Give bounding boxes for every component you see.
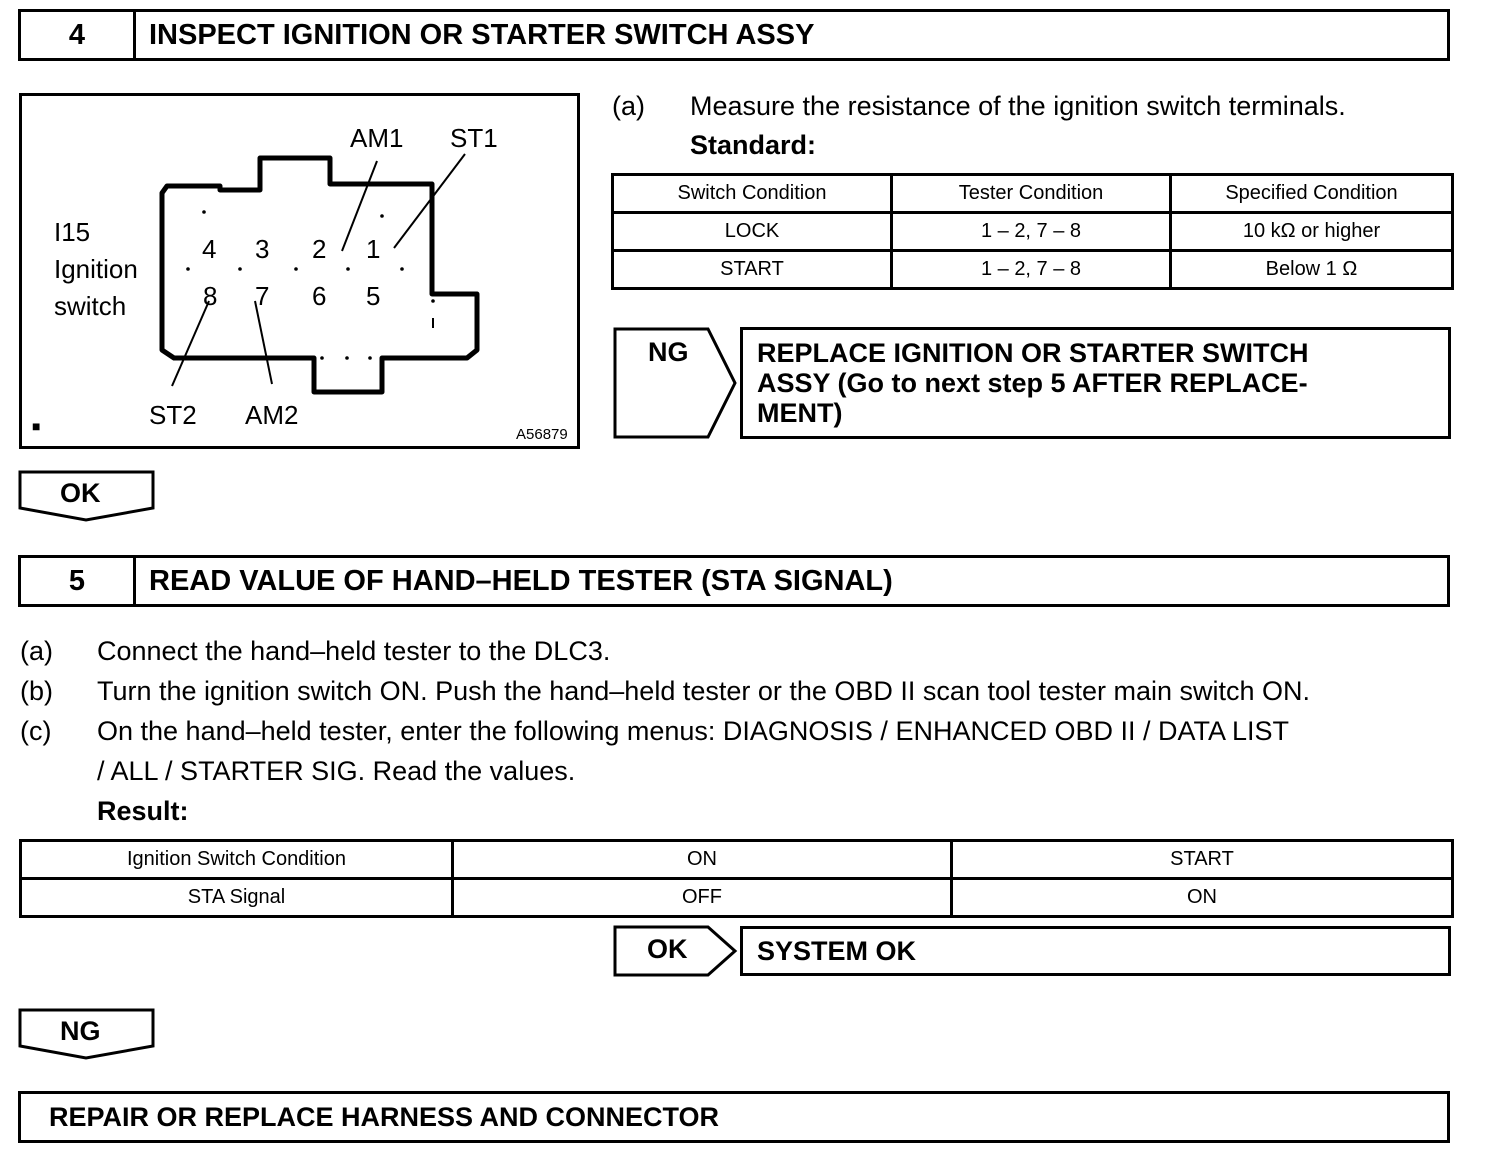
pin-6: 6	[312, 281, 327, 311]
table-header: Specified Condition	[1171, 175, 1453, 213]
result-table	[19, 839, 1454, 918]
table-cell: 10 kΩ or higher	[1171, 213, 1453, 251]
table-header-row	[613, 175, 1453, 213]
final-action-box	[18, 1091, 1450, 1143]
ng-action-line: REPLACE IGNITION OR STARTER SWITCH	[757, 338, 1309, 368]
connector-label-name: Ignition	[54, 254, 138, 284]
result-label: Result:	[97, 796, 189, 826]
ok-label: OK	[60, 478, 101, 508]
table-cell: 1 – 2, 7 – 8	[892, 251, 1171, 289]
step-4-instruction-marker: (a)	[612, 91, 645, 121]
callout-am2: AM2	[245, 400, 299, 430]
pin-2: 2	[312, 234, 327, 264]
ng-label: NG	[648, 337, 689, 367]
step-5-number: 5	[21, 558, 136, 604]
ng-tab-label: NG	[60, 1016, 101, 1046]
figure-id: A56879	[516, 426, 568, 443]
step-5-header	[18, 555, 1450, 607]
standard-label: Standard:	[690, 130, 817, 160]
ok-tab	[18, 470, 155, 522]
resistance-table	[611, 173, 1454, 290]
table-cell: 1 – 2, 7 – 8	[892, 213, 1171, 251]
table-cell: STA Signal	[21, 879, 453, 917]
callout-st1: ST1	[450, 123, 498, 153]
ok-arrow	[613, 925, 738, 977]
callout-am1: AM1	[350, 123, 404, 153]
table-row	[21, 841, 1453, 879]
pin-7: 7	[255, 281, 270, 311]
step-5a-marker: (a)	[20, 636, 53, 666]
table-header: Switch Condition	[613, 175, 892, 213]
step-5c-continuation: / ALL / STARTER SIG. Read the values.	[97, 756, 576, 786]
final-action-text: REPAIR OR REPLACE HARNESS AND CONNECTOR	[49, 1101, 720, 1132]
step-4-number: 4	[21, 12, 136, 58]
step-5b-marker: (b)	[20, 676, 53, 706]
step-5c-text: On the hand–held tester, enter the following menus: DIAGNOSIS / ENHANCED OBD II / DATA LIST	[97, 716, 1290, 746]
table-cell: LOCK	[613, 213, 892, 251]
step-4-title: INSPECT IGNITION OR STARTER SWITCH ASSY	[149, 18, 815, 51]
table-row	[21, 879, 1453, 917]
ng-arrow	[613, 327, 738, 439]
table-cell: Below 1 Ω	[1171, 251, 1453, 289]
connector-label-code: I15	[54, 217, 91, 247]
ng-action-line: MENT)	[757, 398, 843, 428]
corner-mark-icon: ■	[32, 418, 41, 434]
table-row	[613, 213, 1453, 251]
pin-1: 1	[366, 234, 381, 264]
step-4-header	[18, 9, 1450, 61]
table-cell: ON	[952, 879, 1453, 917]
table-row	[613, 251, 1453, 289]
step-5a-text: Connect the hand–held tester to the DLC3.	[97, 636, 611, 666]
table-cell: START	[952, 841, 1453, 879]
ng-action-box	[740, 327, 1451, 439]
table-header: Tester Condition	[892, 175, 1171, 213]
step-4-instruction: Measure the resistance of the ignition switch terminals.	[690, 91, 1346, 121]
ok-arrow-label: OK	[647, 934, 688, 964]
ng-action-line: ASSY (Go to next step 5 AFTER REPLACE-	[757, 368, 1308, 398]
step-5b-text: Turn the ignition switch ON. Push the hand–held tester or the OBD II scan tool tester main switch ON.	[97, 676, 1311, 706]
pin-5: 5	[366, 281, 381, 311]
step-5c-marker: (c)	[20, 716, 52, 746]
pin-3: 3	[255, 234, 270, 264]
system-ok-box	[740, 926, 1451, 976]
connector-label-type: switch	[54, 291, 127, 321]
table-cell: ON	[453, 841, 952, 879]
table-cell: OFF	[453, 879, 952, 917]
pin-4: 4	[202, 234, 217, 264]
table-cell: Ignition Switch Condition	[21, 841, 453, 879]
step-5-title: READ VALUE OF HAND–HELD TESTER (STA SIGNAL)	[149, 564, 893, 597]
system-ok-text: SYSTEM OK	[757, 935, 917, 966]
ng-tab	[18, 1008, 155, 1060]
pin-8: 8	[203, 281, 218, 311]
connector-figure	[19, 93, 580, 449]
callout-st2: ST2	[149, 400, 197, 430]
table-cell: START	[613, 251, 892, 289]
